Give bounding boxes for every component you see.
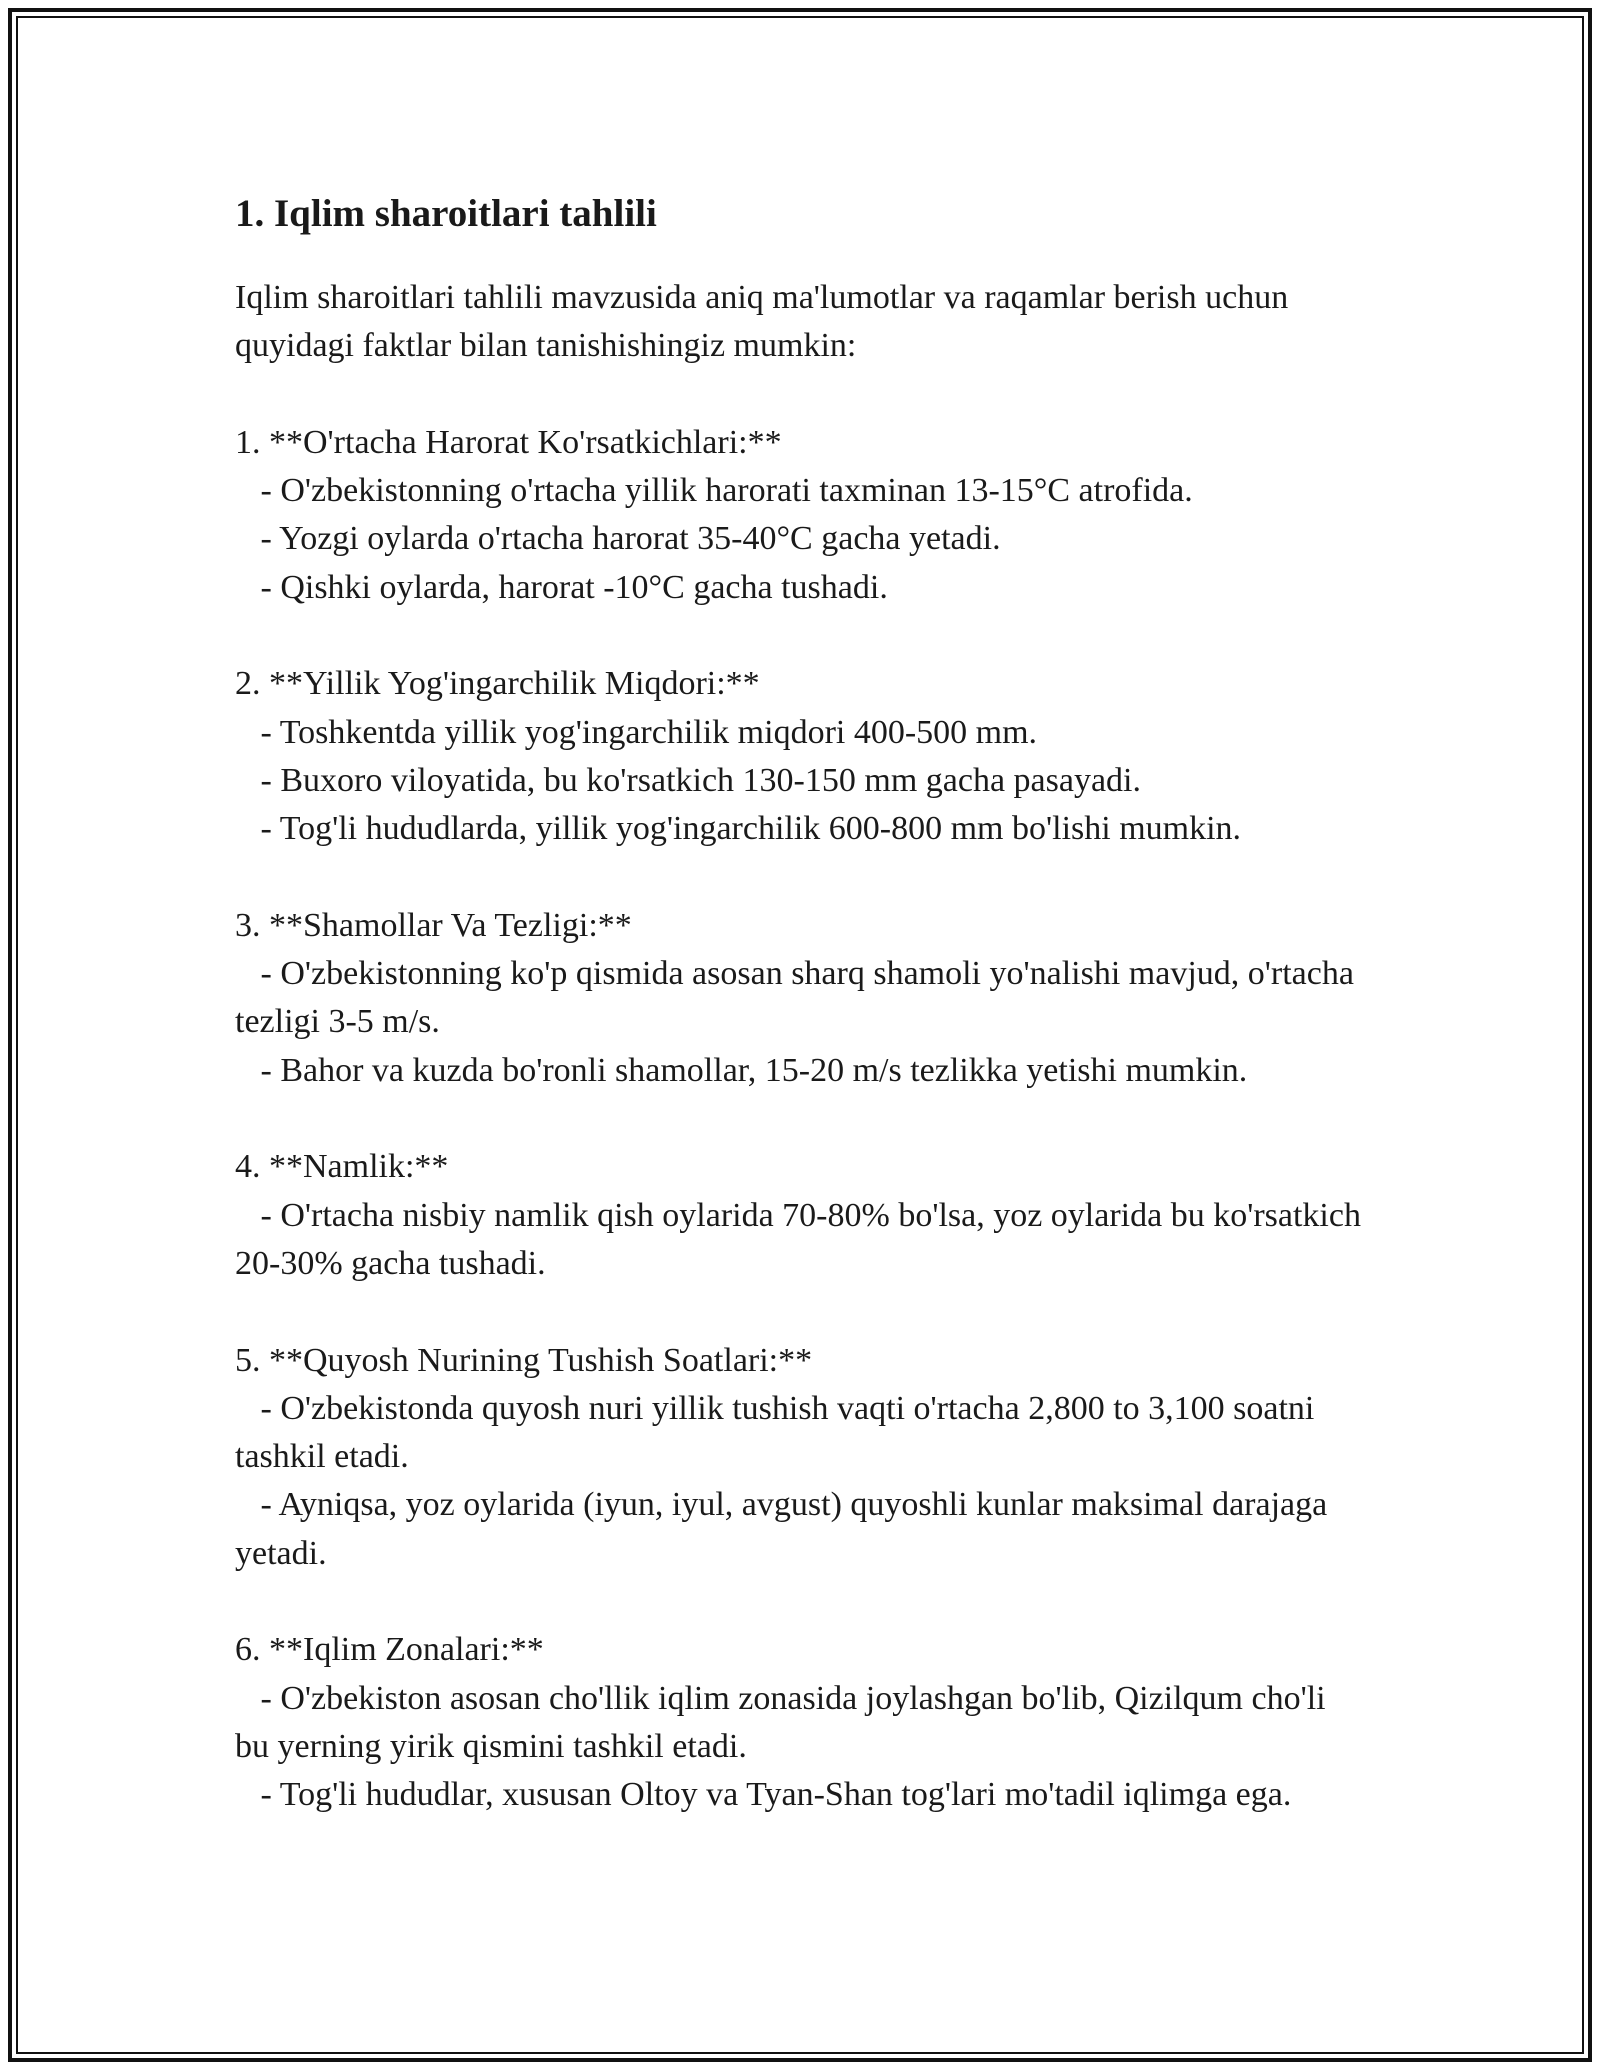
bullet-text: O'rtacha nisbiy namlik qish oylarida 70-80% bo'lsa, yoz oylarida bu ko'rsatkich 20-30% gacha tushadi. [235, 1196, 1361, 1282]
section-title: 1. **O'rtacha Harorat Ko'rsatkichlari:** [235, 423, 782, 461]
sections-list [235, 419, 1365, 1820]
bullet-text: Qishki oylarda, harorat -10°C gacha tushadi. [280, 568, 888, 606]
section-title: 4. **Namlik:** [235, 1148, 449, 1186]
bullet-item [235, 1481, 1365, 1578]
bullet-item [235, 1385, 1365, 1482]
bullet-dash: - [235, 1389, 281, 1427]
section-title: 5. **Quyosh Nurining Tushish Soatlari:** [235, 1341, 813, 1379]
bullet-text: Tog'li hududlarda, yillik yog'ingarchilik 600-800 mm bo'lishi mumkin. [279, 810, 1242, 848]
section-4 [235, 1143, 1365, 1288]
bullet-text: O'zbekistonda quyosh nuri yillik tushish vaqti o'rtacha 2,800 to 3,100 soatni tashkil etadi. [235, 1389, 1315, 1476]
bullet-text: Yozgi oylarda o'rtacha harorat 35-40°C gacha yetadi. [279, 520, 1001, 558]
bullet-item [235, 1771, 1365, 1819]
intro-paragraph: Iqlim sharoitlari tahlili mavzusida aniq ma'lumotlar va raqamlar berish uchun quyidagi faktlar bilan tanishishingiz mumkin: [235, 279, 1289, 365]
document-body [235, 186, 1365, 1820]
bullet-item [235, 805, 1365, 853]
section-1 [235, 419, 1365, 612]
bullet-item [235, 950, 1365, 1047]
bullet-text: Toshkentda yillik yog'ingarchilik miqdori 400-500 mm. [279, 713, 1038, 751]
bullet-dash: - [235, 568, 281, 606]
bullet-item [235, 564, 1365, 612]
bullet-dash: - [235, 1196, 281, 1234]
bullet-item [235, 467, 1365, 515]
bullet-text: O'zbekiston asosan cho'llik iqlim zonasida joylashgan bo'lib, Qizilqum cho'li bu yerning yirik qismini tashkil etadi. [235, 1679, 1326, 1765]
bullet-dash: - [235, 472, 281, 510]
bullet-dash: - [235, 520, 280, 558]
section-title: 3. **Shamollar Va Tezligi:** [235, 906, 632, 944]
bullet-dash: - [235, 810, 280, 848]
bullet-item [235, 709, 1365, 757]
bullet-item [235, 1192, 1365, 1289]
bullet-item [235, 1675, 1365, 1772]
bullet-dash: - [235, 1051, 281, 1089]
bullet-item [235, 515, 1365, 563]
bullet-item [235, 757, 1365, 805]
bullet-dash: - [235, 713, 280, 751]
bullet-text: Ayniqsa, yoz oylarida (iyun, iyul, avgust) quyoshli kunlar maksimal darajaga yetadi. [235, 1486, 1328, 1572]
bullet-text: O'zbekistonning ko'p qismida asosan sharq shamoli yo'nalishi mavjud, o'rtacha tezligi 3-5 m/s. [235, 955, 1354, 1041]
bullet-text: Bahor va kuzda bo'ronli shamollar, 15-20 m/s tezlikka yetishi mumkin. [280, 1051, 1248, 1089]
document-heading: 1. Iqlim sharoitlari tahlili [235, 192, 657, 235]
bullet-text: Tog'li hududlar, xususan Oltoy va Tyan-Shan tog'lari mo'tadil iqlimga ega. [279, 1776, 1292, 1814]
section-6 [235, 1626, 1365, 1819]
bullet-dash: - [235, 955, 281, 993]
bullet-text: O'zbekistonning o'rtacha yillik harorati taxminan 13-15°C atrofida. [280, 472, 1193, 510]
bullet-dash: - [235, 1679, 281, 1717]
bullet-dash: - [235, 1776, 280, 1814]
bullet-dash: - [235, 761, 281, 799]
section-3 [235, 902, 1365, 1095]
bullet-text: Buxoro viloyatida, bu ko'rsatkich 130-150 mm gacha pasayadi. [280, 761, 1141, 799]
section-title: 2. **Yillik Yog'ingarchilik Miqdori:** [235, 665, 760, 703]
section-5 [235, 1337, 1365, 1578]
section-2 [235, 660, 1365, 853]
bullet-item [235, 1047, 1365, 1095]
section-title: 6. **Iqlim Zonalari:** [235, 1631, 544, 1669]
bullet-dash: - [235, 1486, 279, 1524]
